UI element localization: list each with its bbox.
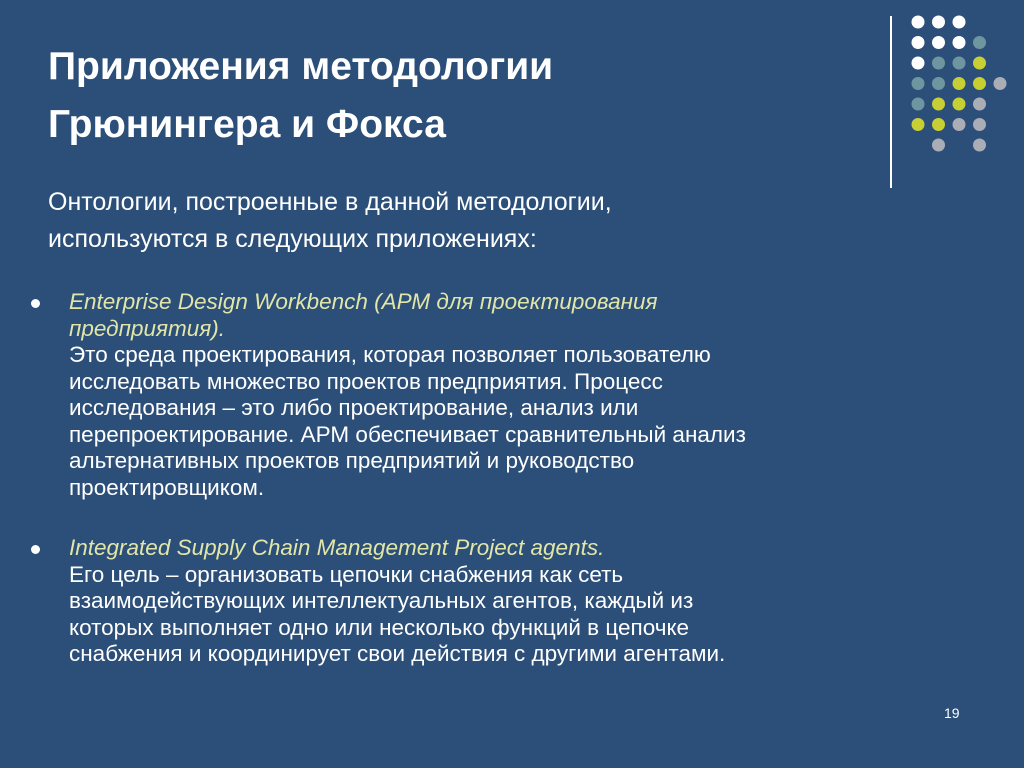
decorative-dot bbox=[953, 118, 966, 131]
bullet-list bbox=[0, 289, 1024, 668]
bullet-dot-icon bbox=[31, 545, 40, 554]
bullet-heading bbox=[69, 289, 949, 342]
decorative-dot bbox=[953, 98, 966, 111]
decorative-dot-grid bbox=[910, 14, 1010, 164]
decorative-dot bbox=[953, 36, 966, 49]
decorative-dot bbox=[932, 36, 945, 49]
decorative-dot bbox=[932, 118, 945, 131]
decorative-dot bbox=[994, 77, 1007, 90]
decorative-dot bbox=[973, 118, 986, 131]
bullet-dot-icon bbox=[31, 299, 40, 308]
bullet-body-line: снабжения и координирует свои действия с другими агентами. bbox=[69, 641, 726, 666]
intro-line-1: Онтологии, построенные в данной методологии, bbox=[48, 188, 612, 216]
bullet-body-line: Это среда проектирования, которая позволяет пользователю bbox=[69, 342, 711, 367]
decorative-dot bbox=[932, 57, 945, 70]
decorative-dot bbox=[912, 118, 925, 131]
bullet-body-line: проектировщиком. bbox=[69, 474, 265, 500]
slide-title-line-2: Грюнингера и Фокса bbox=[48, 103, 446, 146]
bullet-heading-line: Enterprise Design Workbench (АРМ для проектирования bbox=[69, 289, 658, 314]
decorative-dot bbox=[953, 57, 966, 70]
decorative-dot bbox=[912, 16, 925, 29]
bullet-body-line: исследования – это либо проектирование, анализ или bbox=[69, 395, 639, 420]
decorative-dot bbox=[973, 98, 986, 111]
decorative-dot bbox=[912, 98, 925, 111]
decorative-dot bbox=[912, 36, 925, 49]
slide-title bbox=[48, 38, 848, 154]
decorative-dot bbox=[973, 77, 986, 90]
bullet-body bbox=[69, 562, 949, 668]
decorative-dot bbox=[973, 36, 986, 49]
decorative-dot bbox=[932, 98, 945, 111]
decorative-dot bbox=[932, 77, 945, 90]
intro-text bbox=[48, 184, 848, 258]
decorative-dot bbox=[912, 57, 925, 70]
bullet-body bbox=[69, 342, 949, 501]
decorative-dot bbox=[912, 77, 925, 90]
bullet-item-enterprise-design-workbench bbox=[0, 289, 949, 501]
bullet-body-line: перепроектирование. АРМ обеспечивает сравнительный анализ bbox=[69, 421, 746, 447]
bullet-heading bbox=[69, 535, 949, 562]
decorative-dot bbox=[932, 16, 945, 29]
decorative-dot bbox=[973, 57, 986, 70]
page-number: 19 bbox=[944, 705, 960, 721]
bullet-body-line: взаимодействующих интеллектуальных агентов, каждый из bbox=[69, 588, 694, 613]
bullet-heading-line: Integrated Supply Chain Management Project agents. bbox=[69, 535, 605, 560]
decorative-dot bbox=[953, 77, 966, 90]
bullet-body-line: которых выполняет одно или несколько функций в цепочке bbox=[69, 614, 690, 640]
bullet-body-line: Его цель – организовать цепочки снабжения как сеть bbox=[69, 561, 624, 587]
decorative-dot bbox=[953, 16, 966, 29]
decorative-divider bbox=[890, 16, 892, 188]
bullet-heading-line: предприятия). bbox=[69, 315, 226, 341]
slide-title-line-1: Приложения методологии bbox=[48, 45, 554, 88]
intro-line-2: используются в следующих приложениях: bbox=[48, 225, 537, 253]
decorative-dot bbox=[932, 139, 945, 152]
bullet-body-line: альтернативных проектов предприятий и руководство bbox=[69, 448, 635, 473]
bullet-body-line: исследовать множество проектов предприятия. Процесс bbox=[69, 368, 663, 394]
decorative-dot bbox=[973, 139, 986, 152]
bullet-item-supply-chain-agents bbox=[0, 535, 949, 668]
